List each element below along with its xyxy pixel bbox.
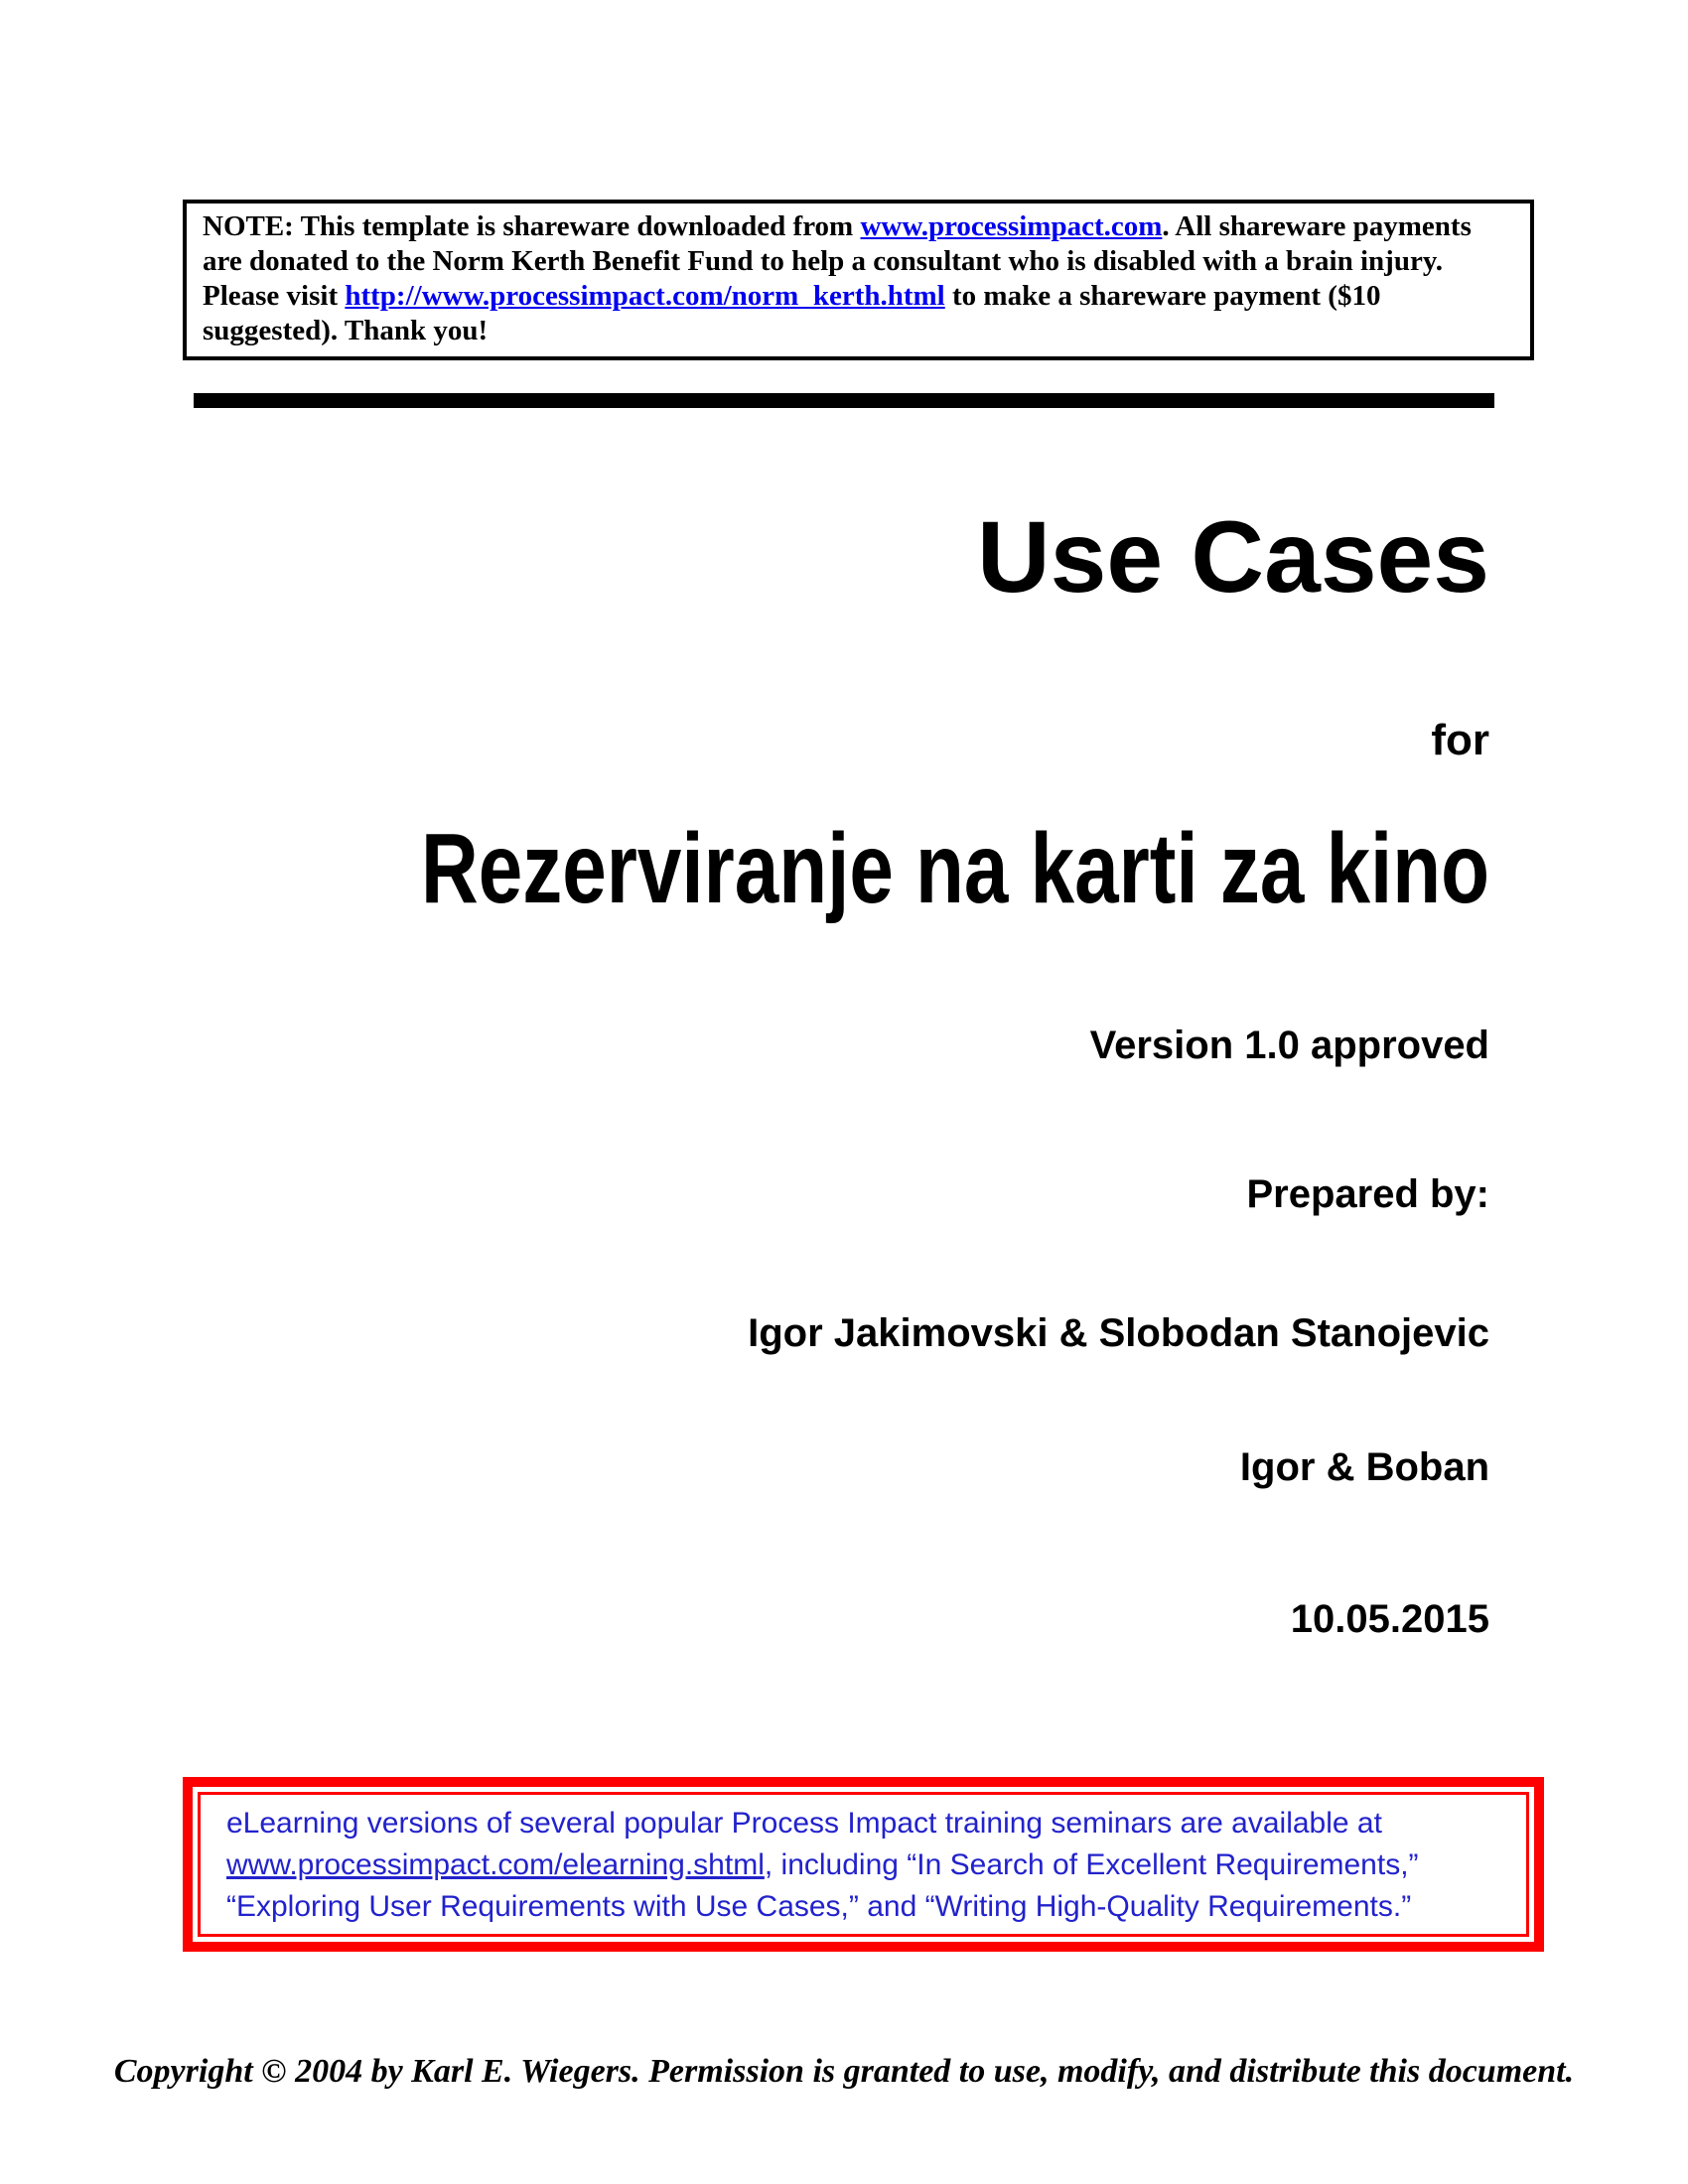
note-text-prefix: NOTE: This template is shareware downloaded from (203, 210, 861, 242)
version-label: Version 1.0 approved (1089, 1024, 1489, 1067)
organization-name: Igor & Boban (1239, 1445, 1489, 1489)
elearning-promo-inner-border (198, 1792, 1529, 1937)
elearning-text-prefix: eLearning versions of several popular Process Impact training seminars are available at (226, 1807, 1382, 1840)
prepared-by-label: Prepared by: (1246, 1172, 1489, 1216)
authors-names: Igor Jakimovski & Slobodan Stanojevic (748, 1311, 1489, 1355)
elearning-text-suffix: , including “In Search of Excellent Requirements,” “Exploring User Requirements with Use Cases,” and “Writing High-Quality Requirements.” (226, 1848, 1419, 1923)
title-rule-divider (194, 393, 1494, 408)
elearning-promo-box (183, 1777, 1544, 1952)
project-name: Rezerviranje na karti za kino (420, 813, 1489, 924)
elearning-promo-text (226, 1803, 1500, 1928)
for-label: for (1431, 716, 1489, 764)
shareware-note-box (183, 200, 1534, 360)
document-date: 10.05.2015 (1290, 1597, 1489, 1641)
note-text-middle: . All shareware payments are donated to the Norm Kerth Benefit Fund to help a consultant who is disabled with a brain injury. Please visit (203, 210, 1472, 312)
processimpact-home-link[interactable]: www.processimpact.com (860, 210, 1163, 242)
document-title: Use Cases (976, 500, 1489, 614)
note-text-suffix: to make a shareware payment ($10 suggested). Thank you! (203, 280, 1381, 346)
elearning-link[interactable]: www.processimpact.com/elearning.shtml (226, 1848, 765, 1881)
norm-kerth-link[interactable]: http://www.processimpact.com/norm_kerth.html (345, 280, 945, 312)
copyright-notice: Copyright © 2004 by Karl E. Wiegers. Permission is granted to use, modify, and distribute this document. (113, 2053, 1575, 2090)
